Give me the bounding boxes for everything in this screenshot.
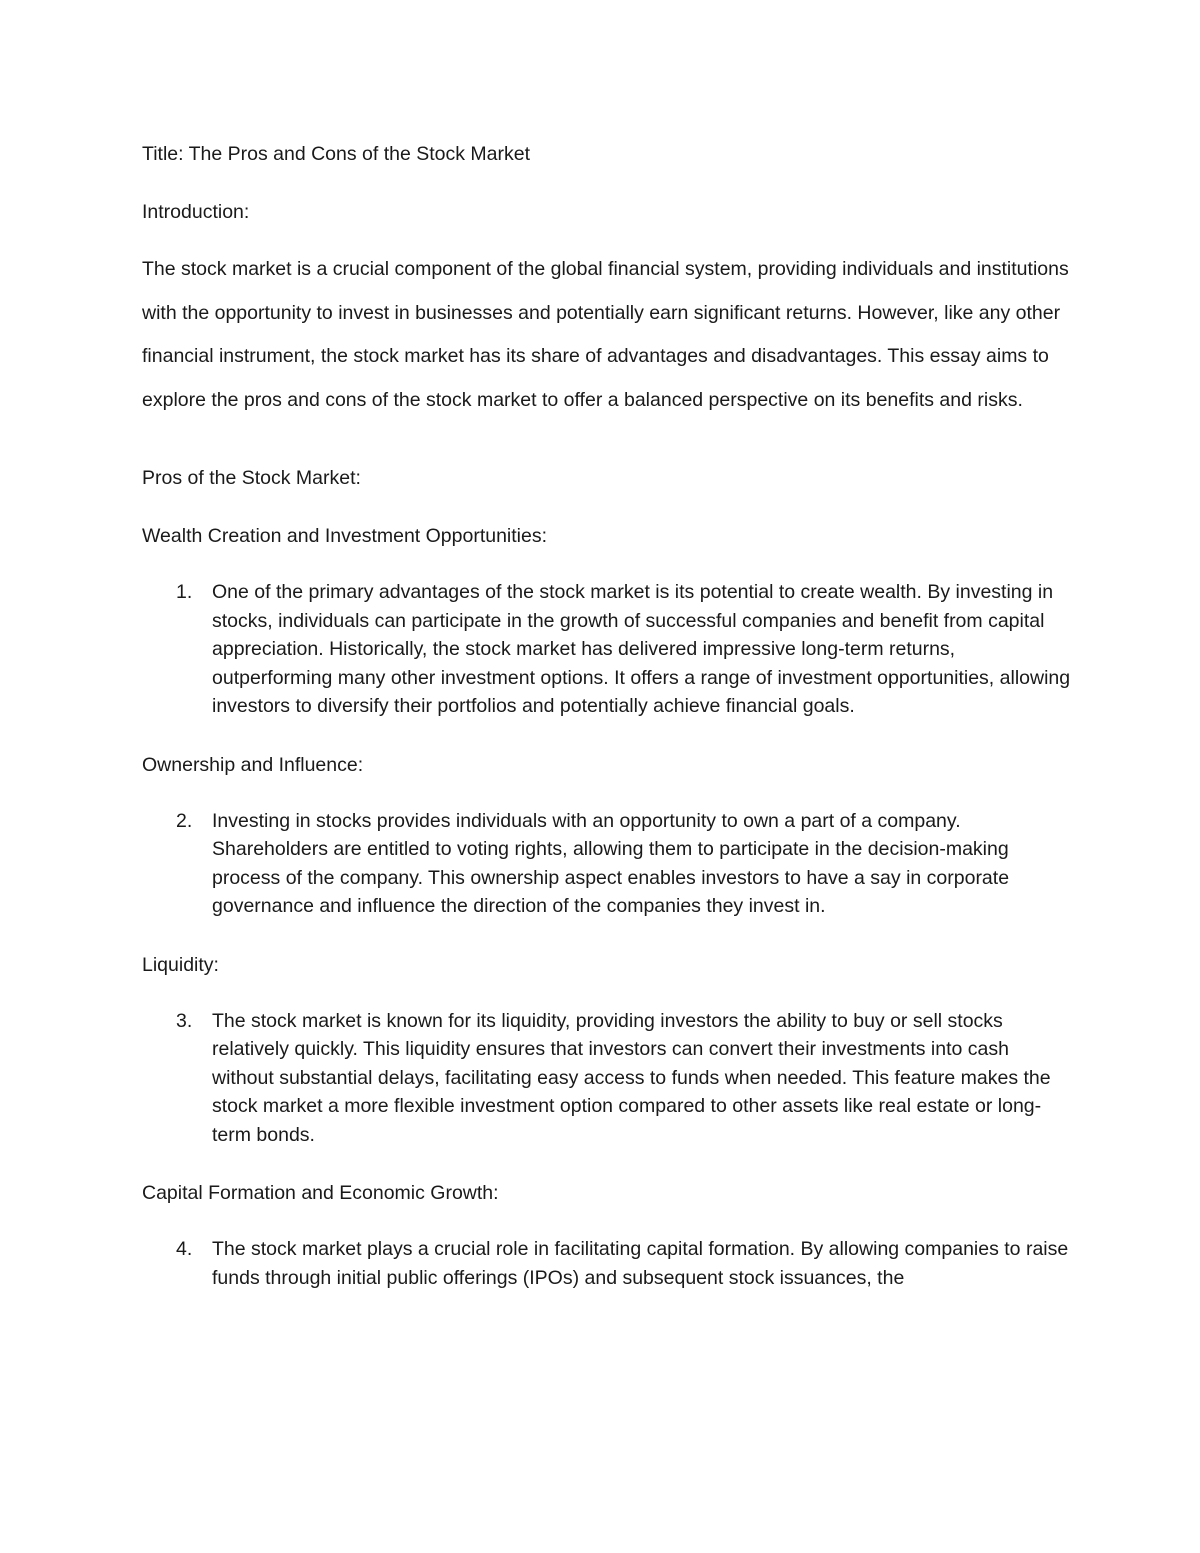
section-heading-wealth-creation: Wealth Creation and Investment Opportunities: [142, 525, 548, 547]
list-item-number: 3. [176, 1009, 193, 1032]
list-item-number: 1. [176, 581, 193, 603]
introduction-paragraph: The stock market is a crucial component of the global financial system, providing individuals and institutions with the opportunity to invest in businesses and potentially earn significant returns. However, like any other financial instrument, the stock market has its share of advantages and disadvantages. This essay aims to explore the pros and cons of the stock market to offer a balanced perspective on its benefits and risks. [142, 258, 1069, 411]
section-heading-ownership: Ownership and Influence: [142, 753, 364, 776]
section-heading-capital-formation: Capital Formation and Economic Growth: [142, 1182, 499, 1204]
list-item-text: One of the primary advantages of the stock market is its potential to create wealth. By investing in stocks, individuals can participate in the growth of successful companies and benefit from capital appreciation. Historically, the stock market has delivered impressive long-term returns, outperforming many other investment options. It offers a range of investment opportunities, allowing investors to diversify their portfolios and potentially achieve financial goals. [212, 581, 1071, 717]
section-heading-liquidity: Liquidity: [142, 953, 219, 976]
list-item-number: 4. [176, 1238, 193, 1260]
list-item [142, 807, 1072, 921]
document-content [142, 140, 1072, 1292]
list-item-text: The stock market plays a crucial role in facilitating capital formation. By allowing companies to raise funds through initial public offerings (IPOs) and subsequent stock issuances, the [212, 1238, 1069, 1289]
list-item [142, 1235, 1072, 1292]
pros-heading: Pros of the Stock Market: [142, 467, 361, 489]
document-title: Title: The Pros and Cons of the Stock Market [142, 143, 531, 165]
list-item-text: The stock market is known for its liquidity, providing investors the ability to buy or sell stocks relatively quickly. This liquidity ensures that investors can convert their investments into cash without substantial delays, facilitating easy access to funds when needed. This feature makes the stock market a more flexible investment option compared to other assets like real estate or long-term bonds. [212, 1009, 1051, 1146]
list-item-number: 2. [176, 809, 193, 832]
list-item-text: Investing in stocks provides individuals with an opportunity to own a part of a company. Shareholders are entitled to voting rights, allowing them to participate in the decision-making process of the company. This ownership aspect enables investors to have a say in corporate governance and influence the direction of the companies they invest in. [212, 809, 1010, 917]
introduction-heading: Introduction: [142, 201, 250, 223]
list-item [142, 1007, 1072, 1150]
list-item [142, 578, 1072, 721]
